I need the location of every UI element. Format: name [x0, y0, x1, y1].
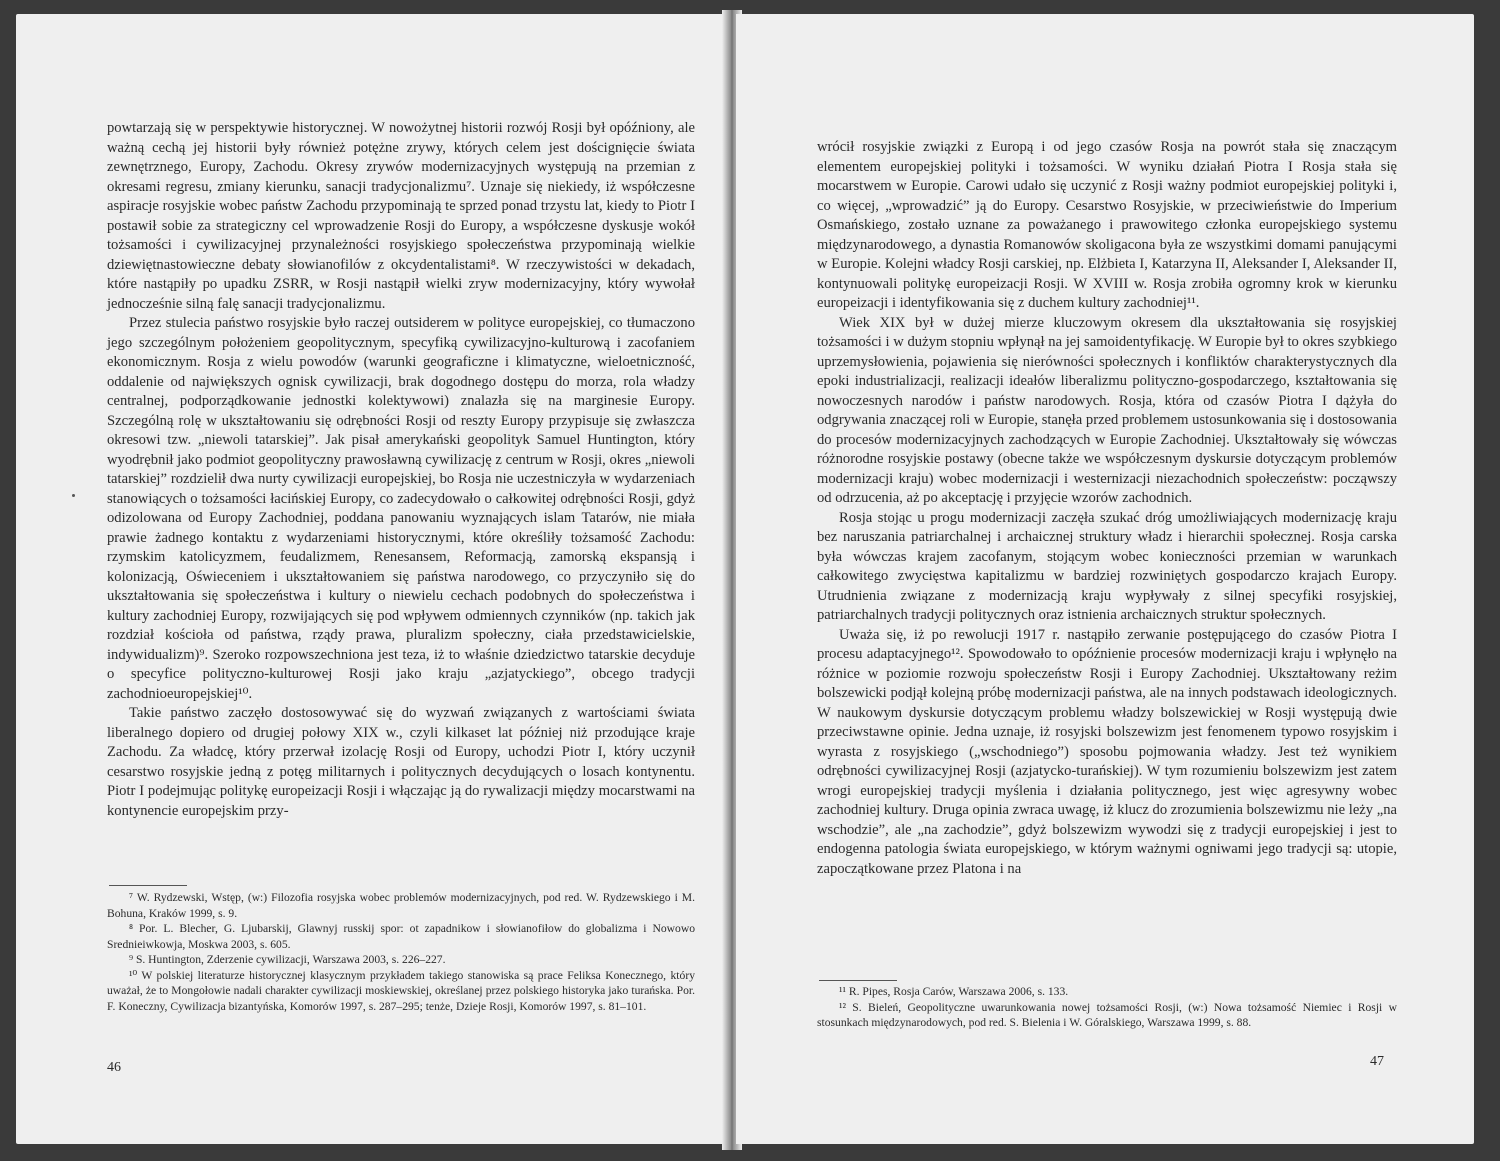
footnote: ¹² S. Bieleń, Geopolityczne uwarunkowania nowej tożsamości Rosji, (w:) Nowa tożsamość Niemiec i Rosji w stosunkach międzynarodowych, pod red. S. Bielenia i W. Góralskiego, Warszawa 1999, s. 88. — [817, 1000, 1397, 1029]
paragraph: wrócił rosyjskie związki z Europą i od jego czasów Rosja na powrót stała się znaczącym elementem europejskiej polityki i tożsamości. W wyniku działań Piotra I Rosja stała się mocarstwem w Europie. Carowi udało się uczynić z Rosji ważny podmiot europejskiej polityki i, co więcej, „wprowadzić” ją do Europy. Cesarstwo Rosyjskie, w przeciwieństwie do Imperium Osmańskiego, zostało uznane za poważanego i prawowitego członka europejskiego systemu międzynarodowego, a dynastia Romanowów skoligacona była ze wszystkimi domami panującymi w Europie. Kolejni władcy Rosji carskiej, np. Elżbieta I, Katarzyna II, Aleksander I, Aleksander II, kontynuowali politykę europeizacji Rosji. W XVIII w. Rosja zrobiła ogromny krok w kierunku europeizacji i identyfikowania się z duchem kultury zachodniej¹¹. — [817, 139, 1397, 311]
paragraph: Wiek XIX był w dużej mierze kluczowym okresem dla ukształtowania się rosyjskiej tożsamości i w dużym stopniu wpłynął na jej samoidentyfikację. W Europie był to okres szybkiego uprzemysłowienia, pojawienia się nierówności społecznych i konfliktów charakterystycznych dla epoki industrializacji, realizacji ideałów liberalizmu polityczno-gospodarczego, kształtowania się nowoczesnych narodów i państw narodowych. Rosja, która od czasów Piotra I dążyła do odgrywania znaczącej roli w Europie, stanęła przed problemem ustosunkowania się i dostosowania do procesów modernizacyjnych zachodzących w Europie Zachodniej. Ukształtowały się wówczas różnorodne rosyjskie postawy (obecne także we współczesnym dyskursie dotyczącym problemów modernizacji kraju) wobec modernizacji i westernizacji niezachodnich społeczeństw: począwszy od odrzucenia, aż po akceptację i przyjęcie wzorów zachodnich. — [817, 314, 1397, 506]
left-page-footnotes — [107, 890, 695, 1014]
left-page-body — [107, 119, 695, 821]
footnote-separator — [819, 980, 897, 981]
paragraph: Uważa się, iż po rewolucji 1917 r. nastąpiło zerwanie postępującego do czasów Piotra I procesu adaptacyjnego¹². Spowodowało to opóźnienie procesów modernizacji kraju i wpłynęło na różnice w poziomie rozwoju społeczeństw Rosji i Europy Zachodniej. Ukształtowany reżim bolszewicki podjął kolejną próbę modernizacji państwa, ale na innych podstawach ideologicznych. W naukowym dyskursie dotyczącym problemu władzy bolszewickiej w Rosji występują dwie przeciwstawne opinie. Jedna uznaje, iż rosyjski bolszewizm jest fenomenem typowo rosyjskim i wyrasta z rosyjskiego („wschodniego”) sposobu pojmowania władzy. Jest też wynikiem odrębności cywilizacyjnej Rosji (azjatycko-turańskiej). W tym rozumieniu bolszewizm jest zatem wrogi europejskiej tradycji myślenia i działania politycznego, jest więc agresywny wobec zachodniej kultury. Druga opinia zwraca uwagę, iż klucz do zrozumienia bolszewizmu nie leży „na wschodzie”, ale „na zachodzie”, gdyż bolszewizm wywodzi się z tradycji europejskiej i jest to endogenna patologia świata europejskiego, w którym ważnymi ogniwami jego tradycji są: utopie, zapoczątkowane przez Platona i na — [817, 626, 1397, 877]
footnote: ⁸ Por. L. Blecher, G. Ljubarskij, Glawnyj russkij spor: ot zapadnikow i słowianofiłow do globalizma i Nowowo Srednieiwkowja, Moskwa 2003, s. 605. — [107, 922, 695, 951]
footnote: ⁷ W. Rydzewski, Wstęp, (w:) Filozofia rosyjska wobec problemów modernizacyjnych, pod red. W. Rydzewskiego i M. Bohuna, Kraków 1999, s. 9. — [107, 891, 695, 920]
margin-mark — [72, 494, 75, 497]
paragraph: Takie państwo zaczęło dostosowywać się do wyzwań związanych z wartościami świata liberalnego dopiero od drugiej połowy XIX w., czyli kilkaset lat później niż przodujące kraje Zachodu. Za władcę, który przerwał izolację Rosji od Europy, uchodzi Piotr I, który uczynił cesarstwo rosyjskie jedną z potęg militarnych i politycznych decydujących o losach kontynentu. Piotr I podejmując politykę europeizacji Rosji i włączając ją do rywalizacji między mocarstwami na kontynencie europejskim przy- — [107, 705, 695, 819]
right-page-footnotes — [817, 984, 1397, 1031]
right-page — [736, 14, 1474, 1144]
page-number: 47 — [1370, 1054, 1384, 1069]
left-page — [16, 14, 728, 1144]
page-number: 46 — [107, 1060, 121, 1075]
paragraph: powtarzają się w perspektywie historycznej. W nowożytnej historii rozwój Rosji był opóźniony, ale ważną cechą jej historii były również potężne zrywy, których celem jest doścignięcie świata zewnętrznego, Europy, Zachodu. Okresy zrywów modernizacyjnych występują na przemian z okresami regresu, zmiany kierunku, sanacji tradycjonalizmu⁷. Uznaje się niekiedy, iż współczesne aspiracje rosyjskie wobec państw Zachodu przypominają te sprzed ponad trzystu lat, kiedy to Piotr I postawił sobie za strategiczny cel wprowadzenie Rosji do Europy, a współczesne dyskusje wokół tożsamości i cywilizacyjnej przynależności rosyjskiego społeczeństwa przypominają wielkie dziewiętnastowieczne debaty słowianofilów z okcydentalistami⁸. W rzeczywistości w dekadach, które nastąpiły po upadku ZSRR, w Rosji nastąpił wielki zryw modernizacyjny, który wywołał jednocześnie silną falę sanacji tradycjonalizmu. — [107, 120, 695, 312]
footnote: ⁹ S. Huntington, Zderzenie cywilizacji, Warszawa 2003, s. 226–227. — [129, 953, 446, 966]
paragraph: Przez stulecia państwo rosyjskie było raczej outsiderem w polityce europejskiej, co tłumaczono jego szczególnym położeniem geopolitycznym, specyfiką cywilizacyjno-kulturową i zacofaniem ekonomicznym. Rosja z wielu powodów (warunki geograficzne i klimatyczne, wieloetniczność, oddalenie od największych ognisk cywilizacji, brak dogodnego dostępu do morza, rola władzy centralnej, podporządkowanie jednostki kolektywowi) znalazła się na marginesie Europy. Szczególną rolę w ukształtowaniu się odrębności Rosji od reszty Europy przypisuje się zwłaszcza okresowi tzw. „niewoli tatarskiej”. Jak pisał amerykański geopolityk Samuel Huntington, który wyodrębnił jako podmiot geopolityczny prawosławną cywilizację z centrum w Rosji, okres „niewoli tatarskiej” rozdzielił dwa nurty cywilizacji europejskiej, bo Rosja nie uczestniczyła w wydarzeniach stanowiących o tożsamości łacińskiej Europy, co zadecydowało o całkowitej odrębności Rosji, gdyż odizolowana od Europy Zachodniej, poddana panowaniu wyznających islam Tatarów, nie miała prawie żadnego kontaktu z wydarzeniami historycznymi, które określiły tożsamość Zachodu: rzymskim katolicyzmem, feudalizmem, Renesansem, Reformacją, zamorską ekspansją i kolonizacją, Oświeceniem i ukształtowaniem się państwa narodowego, co przyczyniło się do ukształtowania się społeczeństwa i kultury o niewielu cechach podobnych do społeczeństwa i kultury zachodniej Europy, rozwijających się pod wpływem odmiennych czynników (np. takich jak rozdział kościoła od państwa, rządy prawa, pluralizm społeczny, ciała przedstawicielskie, indywidualizm)⁹. Szeroko rozpowszechniona jest teza, iż to właśnie dziedzictwo tatarskie decyduje o specyfice polityczno-kulturowej Rosji jako kraju „azjatyckiego”, obcego tradycji zachodnioeuropejskiej¹⁰. — [107, 315, 695, 702]
footnote: ¹¹ R. Pipes, Rosja Carów, Warszawa 2006, s. 133. — [839, 985, 1069, 998]
right-page-body — [817, 138, 1397, 879]
footnote: ¹⁰ W polskiej literaturze historycznej klasycznym przykładem takiego stanowiska są prace Feliksa Konecznego, który uważał, że to Mongołowie nadali charakter cywilizacji moskiewskiej, określanej przez polskiego historyka jako turańska. Por. F. Koneczny, Cywilizacja bizantyńska, Komorów 1997, s. 287–295; tenże, Dzieje Rosji, Komorów 1997, s. 81–101. — [107, 968, 695, 1013]
paragraph: Rosja stojąc u progu modernizacji zaczęła szukać dróg umożliwiających modernizację kraju bez naruszania patriarchalnej i archaicznej struktury władz i hierarchii społecznej. Rosja carska była wówczas krajem zacofanym, stojącym wobec konieczności przemian w warunkach całkowitego zwycięstwa kapitalizmu w bardziej rozwiniętych gospodarczo krajach Europy. Utrudnienia związane z modernizacją kraju wypływały z silnej specyfiki rosyjskiej, patriarchalnych tradycji politycznych oraz istnienia archaicznych struktur społecznych. — [817, 509, 1397, 623]
footnote-separator — [109, 885, 187, 886]
